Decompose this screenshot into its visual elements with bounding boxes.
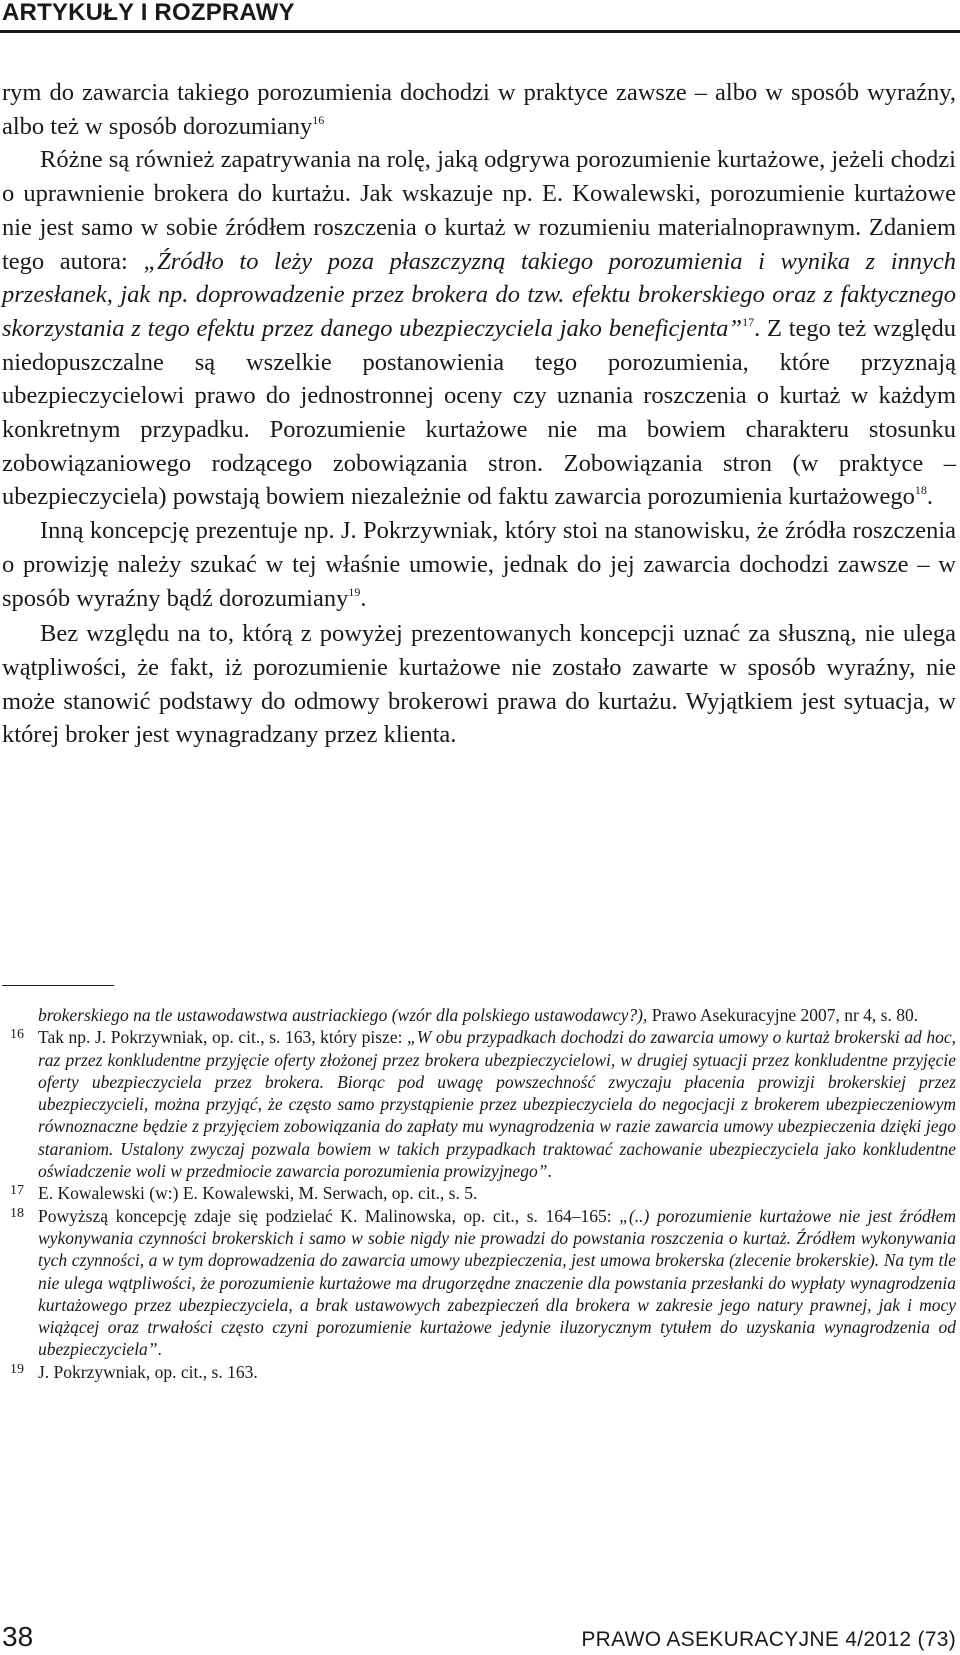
footnote-number: 18 <box>10 1205 24 1221</box>
footnote-ref-19[interactable]: 19 <box>348 584 361 599</box>
footnote-17 <box>0 1182 960 1204</box>
footnote-16-end: . <box>547 1161 552 1182</box>
paragraph-2 <box>2 143 956 514</box>
journal-title: PRAWO ASEKURACYJNE 4/2012 (73) <box>581 1628 956 1651</box>
paragraph-4-text: Bez względu na to, którą z powyżej prezentowanych koncepcji uznać za słuszną, nie ulega wątpliwości, że fakt, iż porozumienie kurtażowe nie zostało zawarte w sposób wyraźny, nie może stanowić podstawy do odmowy brokerowi prawa do kurtażu. Wyjątkiem jest sytuacja, w której broker jest wynagradzany przez klienta. <box>2 620 956 749</box>
footnote-ref-16[interactable]: 16 <box>312 112 325 127</box>
footnotes <box>0 1004 960 1383</box>
footnote-16 <box>0 1026 960 1182</box>
footnote-continuation-title: brokerskiego na tle ustawodawstwa austriackiego (wzór dla polskiego ustawodawcy?), <box>38 1005 648 1025</box>
paragraph-1 <box>2 76 956 143</box>
paragraph-2-end: . <box>926 483 933 511</box>
footnote-number: 16 <box>10 1027 24 1043</box>
page-number: 38 <box>2 1621 34 1652</box>
footnote-continuation <box>0 1004 960 1026</box>
main-text <box>2 76 956 752</box>
footnote-16-quote: „W obu przypadkach dochodzi do zawarcia umowy o kurtaż brokerski ad hoc, raz przez konkludentne przyjęcie oferty złożonej przez brokera ubezpieczycielowi, w drugiej sytuacji przez konkludentne przyjęcie oferty ubezpieczyciela przez brokera. Biorąc pod uwagę powszechność zwyczaju płacenia prowizji brokerskiej przez ubezpieczycieli, można przyjąć, że często samo przystąpienie przez ubezpieczyciela do negocjacji z brokerem ubezpieczeniowym równoznaczne będzie z przyjęciem zobowiązania do zapłaty mu wynagrodzenia w razie zawarcia umowy ubezpieczenia dzięki jego staraniom. Ustalony zwyczaj pozwala bowiem w takich przypadkach traktować zachowanie ubezpieczyciela jako konkludentne oświadczenie woli w przedmiocie zawarcia porozumienia prowizyjnego” <box>38 1027 956 1182</box>
footnote-separator <box>2 985 114 986</box>
footnote-number: 19 <box>10 1361 24 1377</box>
footnote-19 <box>0 1361 960 1383</box>
paragraph-3 <box>2 514 956 615</box>
header-rule <box>0 30 960 33</box>
paragraph-3-text: Inną koncepcję prezentuje np. J. Pokrzywniak, który stoi na stanowisku, że źródła roszczenia o prowizję należy szukać w tej właśnie umowie, jednak do jej zawarcia dochodzi zawsze – w sposób wyraźny bądź dorozumiany <box>2 517 956 612</box>
page-footer <box>0 1622 960 1652</box>
footnote-ref-18[interactable]: 18 <box>914 483 927 498</box>
footnote-19-text: J. Pokrzywniak, op. cit., s. 163. <box>38 1361 258 1382</box>
footnote-17-text: E. Kowalewski (w:) E. Kowalewski, M. Serwach, op. cit., s. 5. <box>38 1183 478 1204</box>
paragraph-2-text-b: . Z tego też względu niedopuszczalne są wszelkie postanowienia tego porozumienia, które przyznają ubezpieczycielowi prawo do jednostronnej oceny czy uznania roszczenia o kurtaż w każdym konkretnym przypadku. Porozumienie kurtażowe nie ma bowiem charakteru stosunku zobowiązaniowego rodzącego zobowiązania stron. Zobowiązania stron (w praktyce – ubezpieczyciela) powstają bowiem niezależnie od faktu zawarcia porozumienia kurtażowego <box>2 314 957 511</box>
paragraph-3-end: . <box>360 584 367 612</box>
section-title: ARTYKUŁY I ROZPRAWY <box>2 0 295 26</box>
paragraph-4 <box>2 617 956 752</box>
footnote-continuation-source: Prawo Asekuracyjne 2007, nr 4, s. 80. <box>647 1005 919 1025</box>
footnote-number: 17 <box>10 1183 24 1199</box>
footnote-18-quote: „(..) porozumienie kurtażowe nie jest źródłem wykonywania czynności brokerskich i samo w sobie nigdy nie prowadzi do powstania roszczenia o kurtaż. Źródłem wykonywania tych czynności, a w tym doprowadzenia do zawarcia umowy ubezpieczenia, jest umowa brokerska (zlecenie brokerskie). Na tym tle nie ulega wątpliwości, że porozumienie kurtażowe ma drugorzędne znaczenie dla powstania przesłanki do wypłaty wynagrodzenia kurtażowego przez ubezpieczyciela, a brak ustawowych zabezpieczeń dla brokera w zakresie jego natury prawnej, jak i mocy wiążącej oraz trwałości często czyni porozumienie kurtażowe jedynie iluzorycznym tytułem do uzyskania wynagrodzenia od ubezpieczyciela” <box>38 1205 956 1360</box>
paragraph-1-text: rym do zawarcia takiego porozumienia dochodzi w praktyce zawsze – albo w sposób wyraźny, albo też w sposób dorozumiany <box>2 79 956 140</box>
footnote-16-text: Tak np. J. Pokrzywniak, op. cit., s. 163, który pisze: <box>38 1027 408 1048</box>
footnote-ref-17[interactable]: 17 <box>742 314 755 329</box>
paragraph-2-quote: „Źródło to leży poza płaszczyzną takiego porozumienia i wynika z innych przesłanek, jak np. doprowadzenie przez brokera do tzw. efektu brokerskiego oraz z faktycznego skorzystania z tego efektu przez danego ubezpieczyciela jako beneficjenta” <box>2 247 957 342</box>
footnote-18 <box>0 1205 960 1361</box>
footnote-18-text: Powyższą koncepcję zdaje się podzielać K. Malinowska, op. cit., s. 164–165: <box>38 1205 620 1226</box>
footnote-18-end: . <box>157 1339 162 1360</box>
paragraph-2-text-a: Różne są również zapatrywania na rolę, jaką odgrywa porozumienie kurtażowe, jeżeli chodzi o uprawnienie brokera do kurtażu. Jak wskazuje np. E. Kowalewski, porozumienie kurtażowe nie jest samo w sobie źródłem roszczenia o kurtaż w rozumieniu materialnoprawnym. Zdaniem tego autora: <box>2 146 956 275</box>
